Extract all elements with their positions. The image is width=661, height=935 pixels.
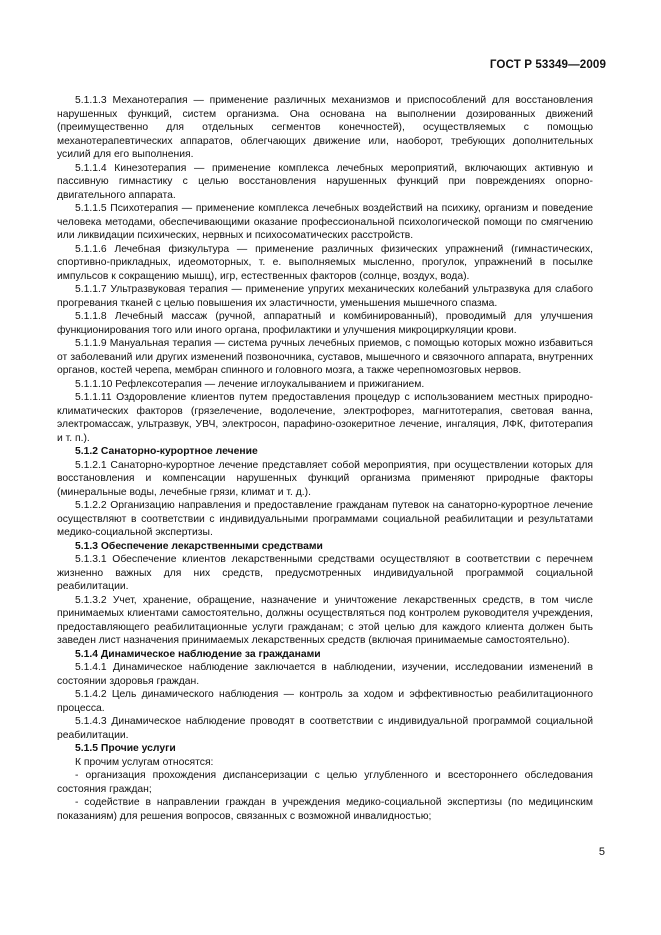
section-heading: 5.1.2 Санаторно-курортное лечение (75, 446, 258, 457)
paragraph: 5.1.3.1 Обеспечение клиентов лекарственными средствами осуществляют в соответствии с перечнем жизненно важных для них средств, предусмотренных индивидуальной программой социальной реабилитации. (57, 554, 593, 592)
paragraph: 5.1.1.4 Кинезотерапия — применение комплекса лечебных мероприятий, включающих активную и пассивную гимнастику с целью восстановления нарушенных функций при повреждениях опорно-двигательного аппарата. (57, 162, 593, 201)
page-number: 5 (598, 846, 605, 858)
paragraph: 5.1.4.1 Динамическое наблюдение заключается в наблюдении, изучении, исследовании изменений в состоянии здоровья граждан. (57, 662, 593, 687)
paragraph: 5.1.4.2 Цель динамического наблюдения — контроль за ходом и эффективностью реабилитационного процесса. (57, 689, 593, 714)
paragraph: 5.1.1.10 Рефлексотерапия — лечение иглоукалыванием и прижиганием. (75, 378, 425, 390)
paragraph: 5.1.2.2 Организацию направления и предоставление гражданам путевок на санаторно-курортное лечение осуществляют в соответствии с индивидуальными программами социальной реабилитации и результатами медико-социальной экспертизы. (57, 500, 593, 538)
paragraph: 5.1.1.3 Механотерапия — применение различных механизмов и приспособлений для восстановления нарушенных функций, систем организма. Она основана на выполнении дозированных движений (преимущественно для отдельных сегментов конечностей), осуществляемых с помощью механотерапевтических аппаратов, облегчающих движение или, наоборот, требующих дополнительных усилий для его выполнения. (57, 95, 593, 160)
paragraph: 5.1.1.11 Оздоровление клиентов путем предоставления процедур с использованием местных природно-климатических факторов (грязелечение, водолечение, электрофорез, магнитотерапия, световая ванна, электромассаж, ультразвук, УВЧ, электросон, парафино-озокеритное лечение, ингаляция, ЛФК, фитотерапия и т. п.). (57, 392, 593, 444)
paragraph: 5.1.3.2 Учет, хранение, обращение, назначение и уничтожение лекарственных средств, в том числе принимаемых клиентами самостоятельно, должны осуществляться под контролем руководителя учреждения, предоставляющего реабилитационные услуги гражданам; с этой целью для каждого клиента должен быть заведен лист назначения принимаемых лекарственных средств (включая принимаемые самостоятельно). (57, 594, 593, 646)
paragraph: - организация прохождения диспансеризации с целью углубленного и всестороннего обследования состояния граждан; (57, 770, 593, 795)
paragraph: 5.1.4.3 Динамическое наблюдение проводят в соответствии с индивидуальной программой социальной реабилитации. (57, 716, 593, 741)
standard-number: ГОСТ Р 53349—2009 (489, 58, 606, 71)
paragraph: - содействие в направлении граждан в учреждения медико-социальной экспертизы (по медицинским показаниям) для решения вопросов, связанных с возможной инвалидностью; (57, 797, 593, 822)
paragraph: 5.1.1.9 Мануальная терапия — система ручных лечебных приемов, с помощью которых можно избавиться от заболеваний или других изменений позвоночника, суставов, мышечного и связочного аппарата, внутренних органов, костей черепа, мембран спинного и головного мозга, а также черепномозговых нервов. (57, 338, 593, 376)
section-heading: 5.1.5 Прочие услуги (75, 743, 176, 754)
document-body (57, 94, 593, 823)
paragraph: 5.1.1.6 Лечебная физкультура — применение различных физических упражнений (гимнастических, спортивно-прикладных, идеомоторных, т. е. выполняемых мысленно, прогулок, упражнений в посылке импульсов к сокращению мышц), игр, естественных факторов (солнце, воздух, вода). (57, 243, 593, 282)
paragraph: К прочим услугам относятся: (75, 756, 214, 768)
paragraph: 5.1.1.5 Психотерапия — применение комплекса лечебных воздействий на психику, организм и поведение человека методами, обеспечивающими оказание профессиональной психологической помощи по смягчению или ликвидации психических, нервных и психосоматических расстройств. (57, 203, 593, 241)
paragraph: 5.1.1.8 Лечебный массаж (ручной, аппаратный и комбинированный), проводимый для улучшения функционирования того или иного органа, профилактики и улучшения микроциркуляции крови. (57, 311, 593, 336)
document-header (490, 58, 606, 71)
paragraph: 5.1.1.7 Ультразвуковая терапия — применение упругих механических колебаний ультразвука для слабого прогревания тканей с целью повышения их эластичности, уменьшения мышечного спазма. (57, 284, 593, 309)
section-heading: 5.1.4 Динамическое наблюдение за гражданами (75, 648, 321, 660)
section-heading: 5.1.3 Обеспечение лекарственными средствами (75, 540, 323, 552)
paragraph: 5.1.2.1 Санаторно-курортное лечение представляет собой мероприятия, при осуществлении которых для восстановления и компенсации нарушенных функций организма применяют природные факторы (минеральные воды, лечебные грязи, климат и т. д.). (57, 459, 593, 498)
